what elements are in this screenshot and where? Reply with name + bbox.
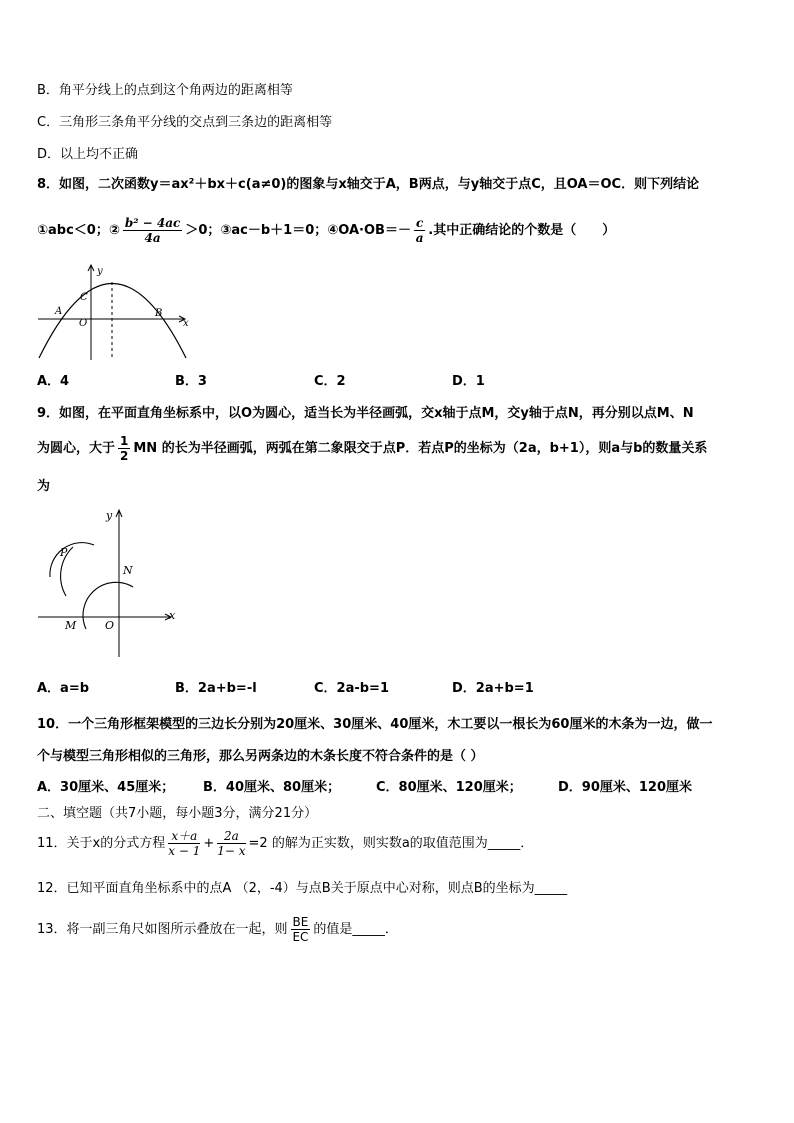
q13-prefix: 13．将一副三角尺如图所示叠放在一起，则 [37,922,288,937]
q9-line-1: 9．如图，在平面直角坐标系中，以O为圆心，适当长为半径画弧，交x轴于点M，交y轴于点N，再分别以点M、N [37,406,694,421]
q8-conclusion-4: ④OA·OB＝－ [327,223,411,238]
q8-choice-b[interactable]: B．3 [175,374,207,389]
q8-choice-c[interactable]: C．2 [314,374,346,389]
q8-conclusions [37,214,615,248]
q9-label-p: P [60,546,68,559]
q9-label-m: M [65,619,77,632]
q10-choice-b[interactable]: B．40厘米、80厘米； [203,780,341,795]
q8-choice-d[interactable]: D．1 [452,374,485,389]
q13-fraction-numerator: BE [292,915,309,929]
q11-fraction-2-numerator: 2a [217,829,245,844]
q8-choice-a[interactable]: A．4 [37,374,70,389]
q8-conclusion-3: ③ac－b＋1＝0； [220,223,328,238]
section-fill-in-blank-heading: 二、填空题（共7小题，每小题3分，满分21分） [37,806,318,821]
q9-label-n: N [123,564,133,577]
q9-construction-figure [34,505,184,660]
q10-choice-d[interactable]: D．90厘米、120厘米 [558,780,693,795]
q11-plus: + [203,836,215,851]
q8-fraction-1-numerator: b² − 4ac [124,216,181,230]
q9-half-denominator: 2 [120,449,129,463]
q11-suffix: =2 的解为正实数，则实数a的取值范围为_____． [248,836,534,851]
q9-line-3: 为 [37,479,51,494]
q9-line-2 [37,432,707,466]
q8-label-x: x [183,318,189,329]
q8-fraction-1 [123,216,183,245]
q13-suffix: 的值是_____． [313,922,398,937]
q8-fraction-2-numerator: c [415,216,424,230]
q13-fraction-denominator: EC [292,930,309,944]
q11-fraction-1-numerator: x＋a [168,829,200,844]
q11-fraction-1-denominator: x − 1 [168,844,201,858]
q10-line-1: 10．一个三角形框架模型的三边长分别为20厘米、30厘米、40厘米，木工要以一根长为60厘米的木条为一边，做一 [37,717,713,732]
q8-stem: 8．如图，二次函数y＝ax²＋bx＋c(a≠0)的图象与x轴交于A，B两点，与y轴交于点C，且OA＝OC．则下列结论 [37,177,700,192]
q8-fraction-1-denominator: 4a [144,231,161,245]
q12-line: 12．已知平面直角坐标系中的点A （2，-4）与点B关于原点中心对称，则点B的坐标为_____ [37,881,568,896]
q8-parabola-figure [34,262,196,362]
q8-label-y: y [97,266,103,277]
q9-choice-b[interactable]: B．2a+b=-l [175,681,257,696]
q8-question-tail: .其中正确结论的个数是（ ） [428,223,616,238]
q11-prefix: 11．关于x的分式方程 [37,836,166,851]
q9-label-o: O [105,619,115,632]
q8-conclusion-1: ①abc＜0；② [37,223,120,238]
q13-fraction [291,915,311,944]
q8-fraction-2 [414,216,425,245]
q9-choice-a[interactable]: A．a=b [37,681,90,696]
q8-label-b: B [155,308,163,319]
q8-fraction-2-denominator: a [415,231,424,245]
q9-line-2-end: MN 的长为半径画弧，两弧在第二象限交于点P．若点P的坐标为（2a，b+1），则a与b的数量关系 [133,441,708,456]
q9-choice-c[interactable]: C．2a-b=1 [314,681,389,696]
q8-label-c: C [80,292,88,303]
q8-label-a: A [55,306,63,317]
q8-conclusion-2-tail: ＞0； [185,223,221,238]
q10-choice-c[interactable]: C．80厘米、120厘米； [376,780,522,795]
q7-option-b: B．角平分线上的点到这个角两边的距离相等 [37,83,293,98]
q8-label-o: O [79,318,88,329]
q9-half-numerator: 1 [120,434,129,448]
q11-line [37,827,533,861]
q7-option-c: C．三角形三条角平分线的交点到三条边的距离相等 [37,115,333,130]
q13-line [37,912,398,948]
q11-fraction-2-denominator: 1− x [217,844,246,858]
q9-label-x: x [169,609,176,622]
q11-fraction-2 [217,829,245,858]
q9-label-y: y [106,509,113,522]
q7-option-d: D．以上均不正确 [37,147,139,162]
q10-line-2: 个与模型三角形相似的三角形，那么另两条边的木条长度不符合条件的是（ ） [37,749,484,764]
q10-choice-a[interactable]: A．30厘米、45厘米； [37,780,175,795]
q11-fraction-1 [168,829,200,858]
q9-half-fraction [118,434,130,463]
q9-line-2-start: 为圆心，大于 [37,441,116,456]
q9-choice-d[interactable]: D．2a+b=1 [452,681,534,696]
